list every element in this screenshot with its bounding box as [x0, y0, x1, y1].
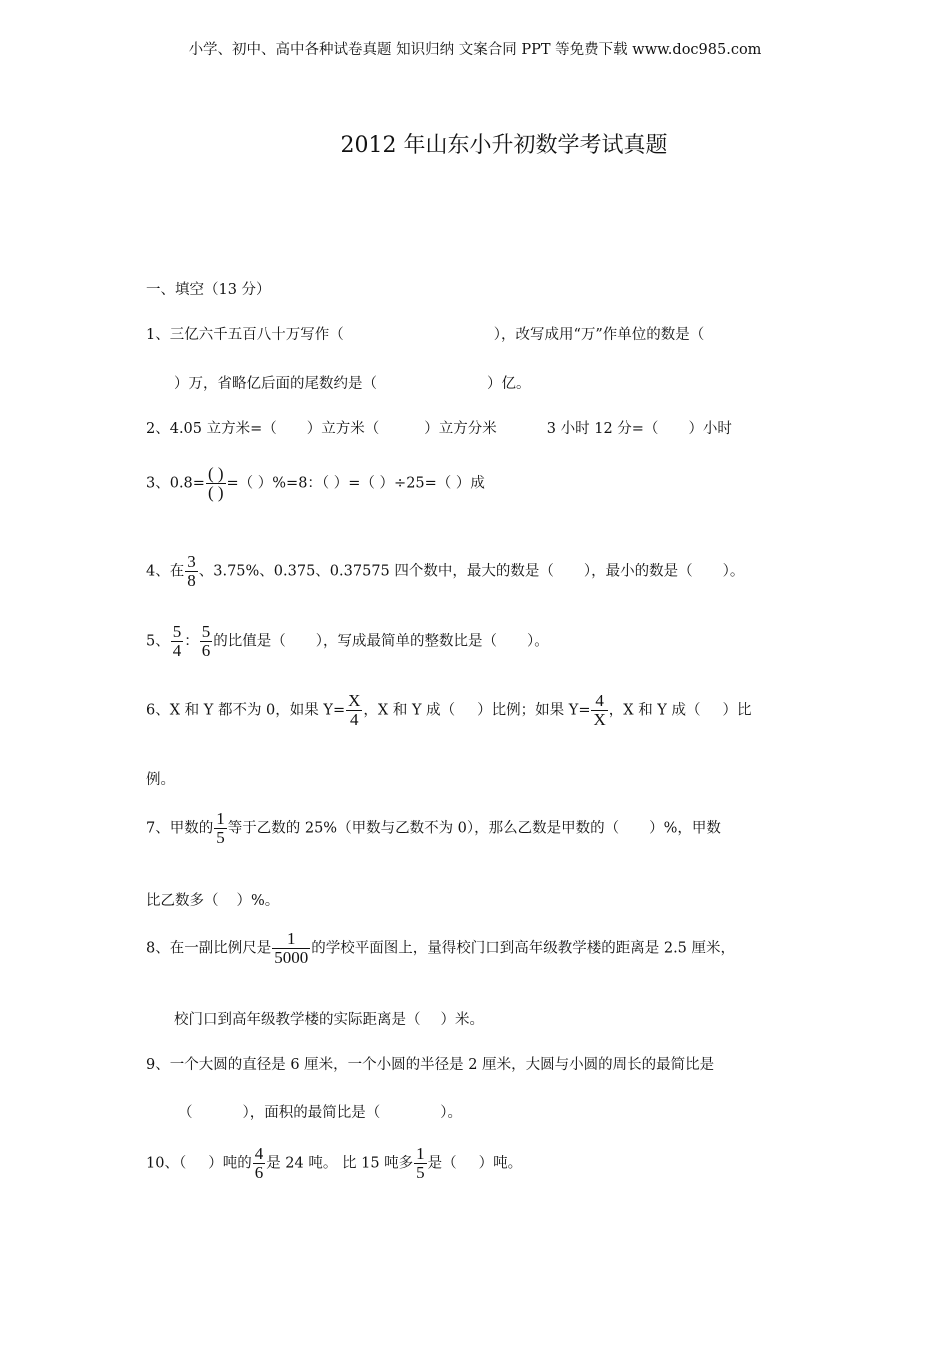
question-7-line-2: 比乙数多（ ）%。 — [146, 893, 280, 909]
page-header: 小学、初中、高中各种试卷真题 知识归纳 文案合同 PPT 等免费下载 www.doc985.com — [188, 42, 762, 58]
question-9-line-2: （ ），面积的最简比是（ ）。 — [178, 1105, 462, 1121]
fraction-5-6: $\frac{5}{6}$ — [201, 622, 211, 660]
fraction-4-x: $\frac{4}{X}$ — [593, 691, 606, 729]
question-5: 5、 $\frac{5}{4}$ ： $\frac{5}{6}$ 的比值是（ ），写成最简单的整数比是（ ）。 — [146, 622, 549, 660]
question-4: 4、在 $\frac{3}{8}$ 、3.75%、0.375、0.37575 四个数中，最大的数是（ ），最小的数是（ ）。 — [146, 552, 745, 590]
fraction-x-4: $\frac{X}{4}$ — [348, 691, 361, 729]
question-8-line-1: 8、在一副比例尺是 $\frac{1}{5000}$ 的学校平面图上，量得校门口到高年级教学楼的距离是 2.5 厘米， — [146, 929, 736, 967]
fraction-1-5: $\frac{1}{5}$ — [216, 809, 225, 847]
question-6-line-2: 例。 — [146, 772, 175, 788]
fraction-3-8: $\frac{3}{8}$ — [187, 552, 196, 590]
question-1-line-2: ）万，省略亿后面的尾数约是（ ）亿。 — [174, 376, 531, 392]
question-1-line-1: 1、三亿六千五百八十万写作（ ），改写成用“万”作单位的数是（ — [146, 327, 705, 343]
question-6-line-1: 6、X 和 Y 都不为 0，如果 Y= $\frac{X}{4}$ ，X 和 Y 成（ ）比例；如果 Y= $\frac{4}{X}$ ，X 和 Y 成（ ）比 — [146, 691, 752, 729]
question-10: 10、（ ）吨的 $\frac{4}{6}$ 是 24 吨。 比 15 吨多 $\frac{1}{5}$ 是（ ）吨。 — [146, 1144, 523, 1182]
question-8-line-2: 校门口到高年级教学楼的实际距离是（ ）米。 — [174, 1012, 484, 1028]
fraction-blank: $\frac{( )}{( )}$ — [207, 464, 224, 502]
section-heading: 一、填空（13 分） — [146, 282, 271, 298]
question-7-line-1: 7、甲数的 $\frac{1}{5}$ 等于乙数的 25%（甲数与乙数不为 0），那么乙数是甲数的（ ）%，甲数 — [146, 809, 721, 847]
fraction-1-5-b: $\frac{1}{5}$ — [416, 1144, 425, 1182]
fraction-1-5000: $\frac{1}{5000}$ — [274, 929, 309, 967]
fraction-4-6: $\frac{4}{6}$ — [254, 1144, 264, 1182]
question-9-line-1: 9、一个大圆的直径是 6 厘米，一个小圆的半径是 2 厘米，大圆与小圆的周长的最简比是 — [146, 1057, 715, 1073]
page-title: 2012 年山东小升初数学考试真题 — [340, 133, 668, 158]
question-2: 2、4.05 立方米=（ ）立方米（ ）立方分米 3 小时 12 分=（ ）小时 — [146, 421, 732, 437]
question-3: 3、0.8= $\frac{( )}{( )}$ =（ ）%=8：（ ）=（ ）÷25=（ ）成 — [146, 464, 485, 502]
fraction-5-4: $\frac{5}{4}$ — [172, 622, 182, 660]
